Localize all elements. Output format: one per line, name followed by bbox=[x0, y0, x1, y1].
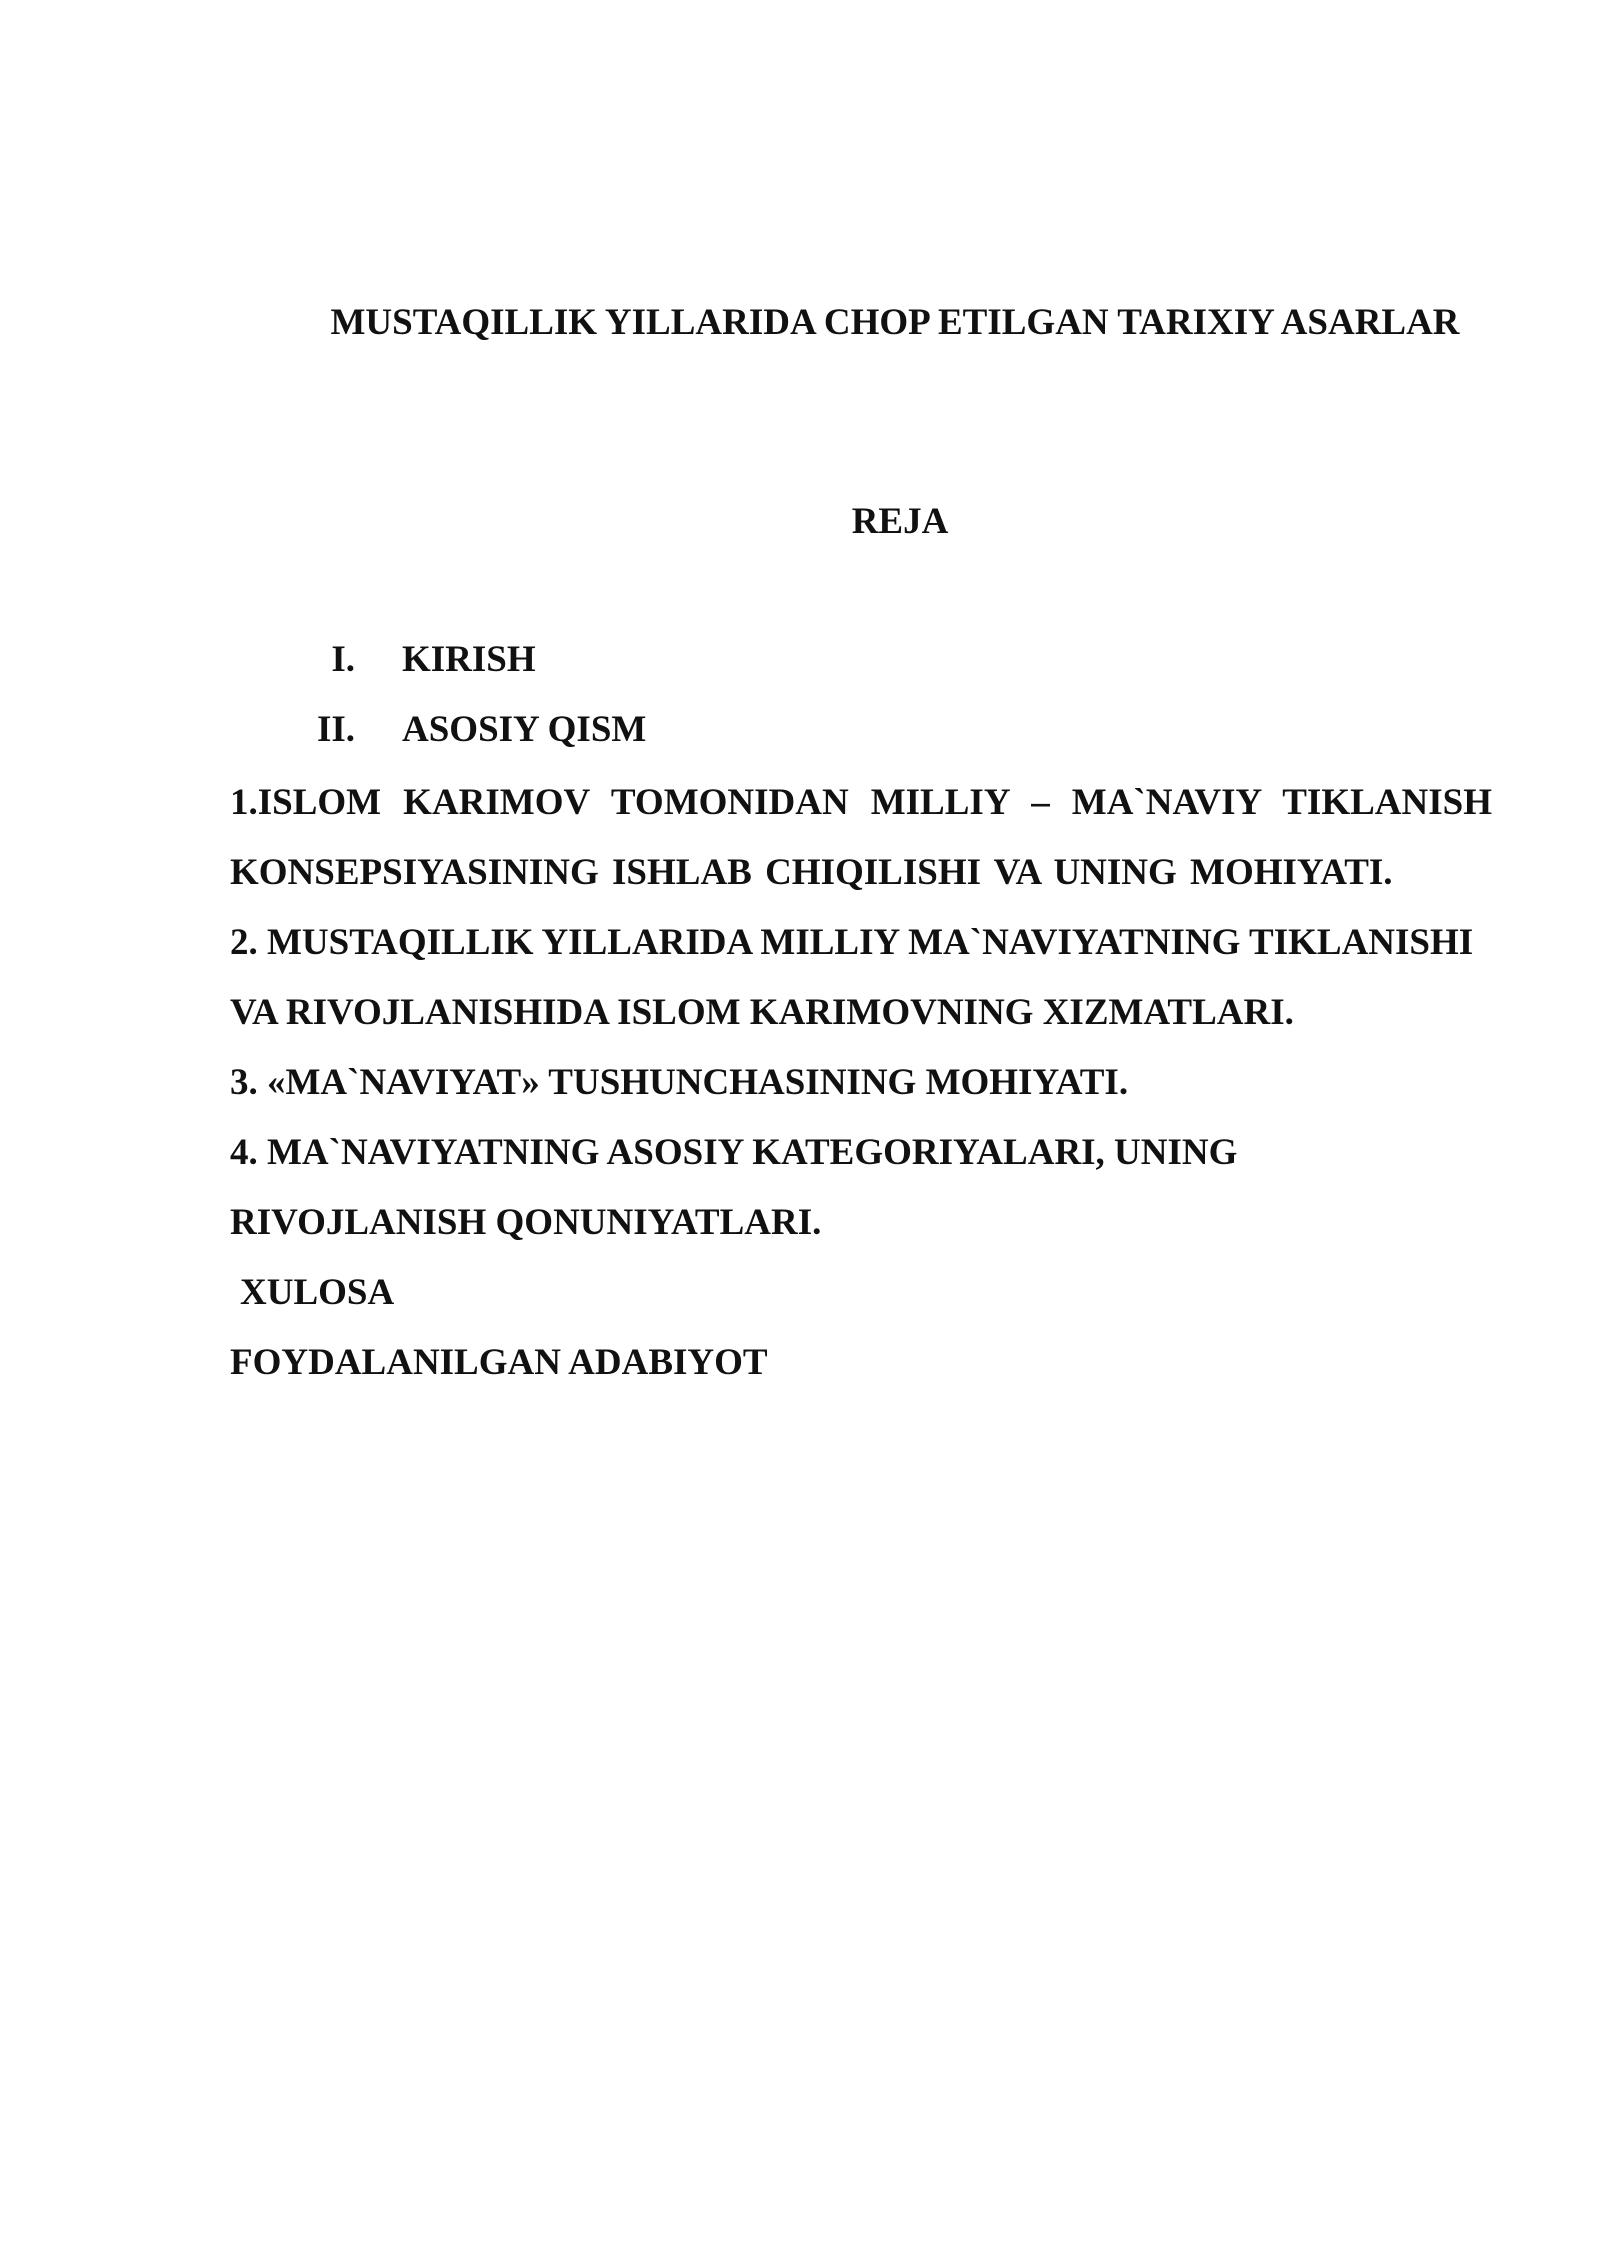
roman-label: KIRISH bbox=[402, 639, 536, 680]
document-title: MUSTAQILLIK YILLARIDA CHOP ETILGAN TARIXIY ASARLAR bbox=[330, 302, 1460, 343]
references-item: FOYDALANILGAN ADABIYOT bbox=[230, 1342, 768, 1383]
conclusion-item: XULOSA bbox=[240, 1272, 395, 1313]
roman-number: I. bbox=[331, 639, 355, 680]
plan-body bbox=[230, 768, 1492, 1398]
roman-label: ASOSIY QISM bbox=[402, 709, 647, 750]
plan-item-3: 3. «MA`NAVIYAT» TUSHUNCHASINING MOHIYATI. bbox=[230, 1062, 1129, 1103]
plan-item-2: 2. MUSTAQILLIK YILLARIDA MILLIY MA`NAVIYATNING TIKLANISHI VA RIVOJLANISHIDA ISLOM KARIMOVNING XIZMATLARI. bbox=[230, 922, 1474, 1033]
plan-item-4: 4. MA`NAVIYATNING ASOSIY KATEGORIYALARI, UNING RIVOJLANISH QONUNIYATLARI. bbox=[230, 1132, 1238, 1243]
roman-number: II. bbox=[316, 709, 355, 750]
plan-item-1: 1.ISLOM KARIMOV TOMONIDAN MILLIY – MA`NAVIY TIKLANISH KONSEPSIYASINING ISHLAB CHIQILISHI VA UNING MOHIYATI. bbox=[230, 782, 1492, 893]
plan-heading: REJA bbox=[851, 501, 949, 542]
